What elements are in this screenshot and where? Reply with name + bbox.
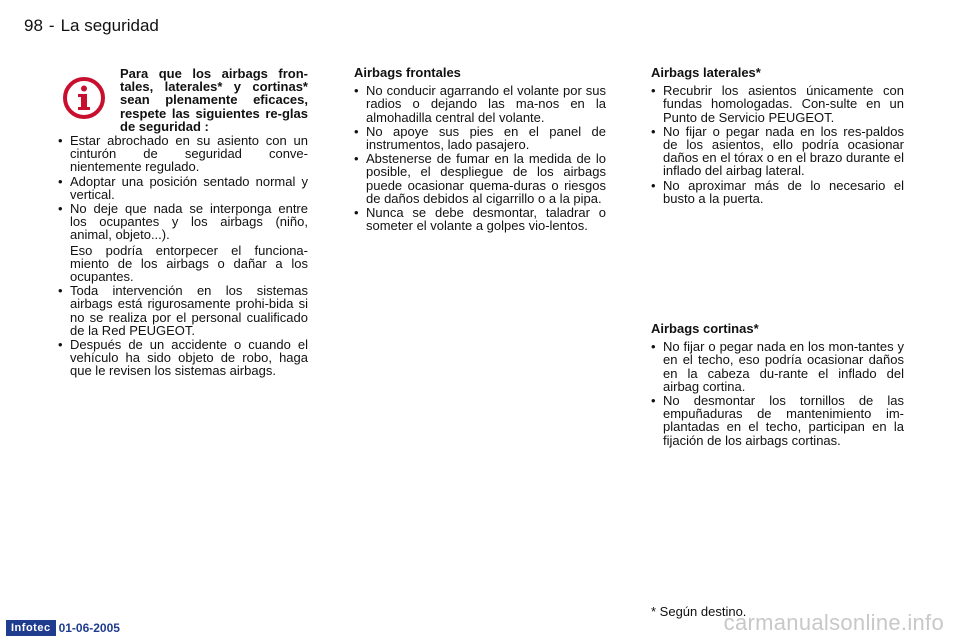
watermark: carmanualsonline.info: [723, 610, 944, 635]
list-item: • Abstenerse de fumar en la medida de lo posible, el despliegue de los airbags puede ocasionar quema-duras o riesgos de daños debidos al cigarrillo o a la pipa.: [354, 152, 606, 205]
header-separator: -: [48, 16, 55, 35]
laterales-heading: Airbags laterales*: [651, 65, 761, 80]
list-item-note: Eso podría entorpecer el funciona-miento de los airbags o dañar a los ocupantes.: [70, 242, 308, 285]
list-item: • Recubrir los asientos únicamente con fundas homologadas. Con-sulte en un Punto de Servicio PEUGEOT.: [651, 84, 904, 124]
list-item: • No apoye sus pies en el panel de instrumentos, lado pasajero.: [354, 125, 606, 151]
page-footer: [6, 620, 120, 636]
list-item: • Adoptar una posición sentado normal y vertical.: [58, 175, 308, 201]
frontales-heading: Airbags frontales: [354, 65, 461, 80]
cortinas-section: [651, 322, 904, 448]
list-item: • No aproximar más de lo necesario el busto a la puerta.: [651, 179, 904, 205]
frontales-list: [354, 84, 606, 232]
list-item: • No desmontar los tornillos de las empuñaduras de mantenimiento im-plantadas en el techo, participan en la fijación de los airbags cortinas.: [651, 394, 904, 447]
cortinas-list: [651, 340, 904, 447]
laterales-section: [651, 66, 904, 206]
cortinas-heading: Airbags cortinas*: [651, 321, 759, 336]
page-number: 98: [24, 16, 43, 35]
frontales-section: [354, 66, 606, 233]
list-item: • Toda intervención en los sistemas airbags está rigurosamente prohi-bida si no se realiza por el personal cualificado de la Red PEUGEOT.: [58, 284, 308, 337]
list-item: [58, 202, 308, 283]
list-item: • Nunca se debe desmontar, taladrar o someter el volante a golpes vio-lentos.: [354, 206, 606, 232]
list-item: • Estar abrochado en su asiento con un cinturón de seguridad conve-nientemente regulado.: [58, 134, 308, 174]
infotec-logo: Infotec: [6, 620, 56, 636]
list-item: • No fijar o pegar nada en los res-paldos de los asientos, ello podría ocasionar daños en el tórax o en el brazo durante el inflado del airbag lateral.: [651, 125, 904, 178]
page-header: [24, 16, 159, 36]
intro-warning: Para que los airbags fron-tales, laterales* y cortinas* sean plenamente eficaces, respete las siguientes re-glas de seguridad :: [120, 66, 308, 134]
list-item: • Después de un accidente o cuando el vehículo ha sido objeto de robo, haga que le revisen los sistemas airbags.: [58, 338, 308, 378]
list-item-text: No deje que nada se interponga entre los ocupantes y los airbags (niño, animal, objeto...).: [70, 201, 308, 243]
list-item: • No conducir agarrando el volante por sus radios o dejando las ma-nos en la almohadilla central del volante.: [354, 84, 606, 124]
safety-rules-column: [58, 134, 308, 379]
safety-rules-list: [58, 134, 308, 378]
footnote: * Según destino.: [651, 604, 747, 619]
footer-date: 01-06-2005: [58, 621, 120, 635]
list-item: • No fijar o pegar nada en los mon-tantes y en el techo, eso podría ocasionar daños en la cabeza du-rante el inflado del airbag cortina.: [651, 340, 904, 393]
page-title: La seguridad: [60, 16, 159, 35]
laterales-list: [651, 84, 904, 205]
info-icon: [62, 76, 106, 120]
